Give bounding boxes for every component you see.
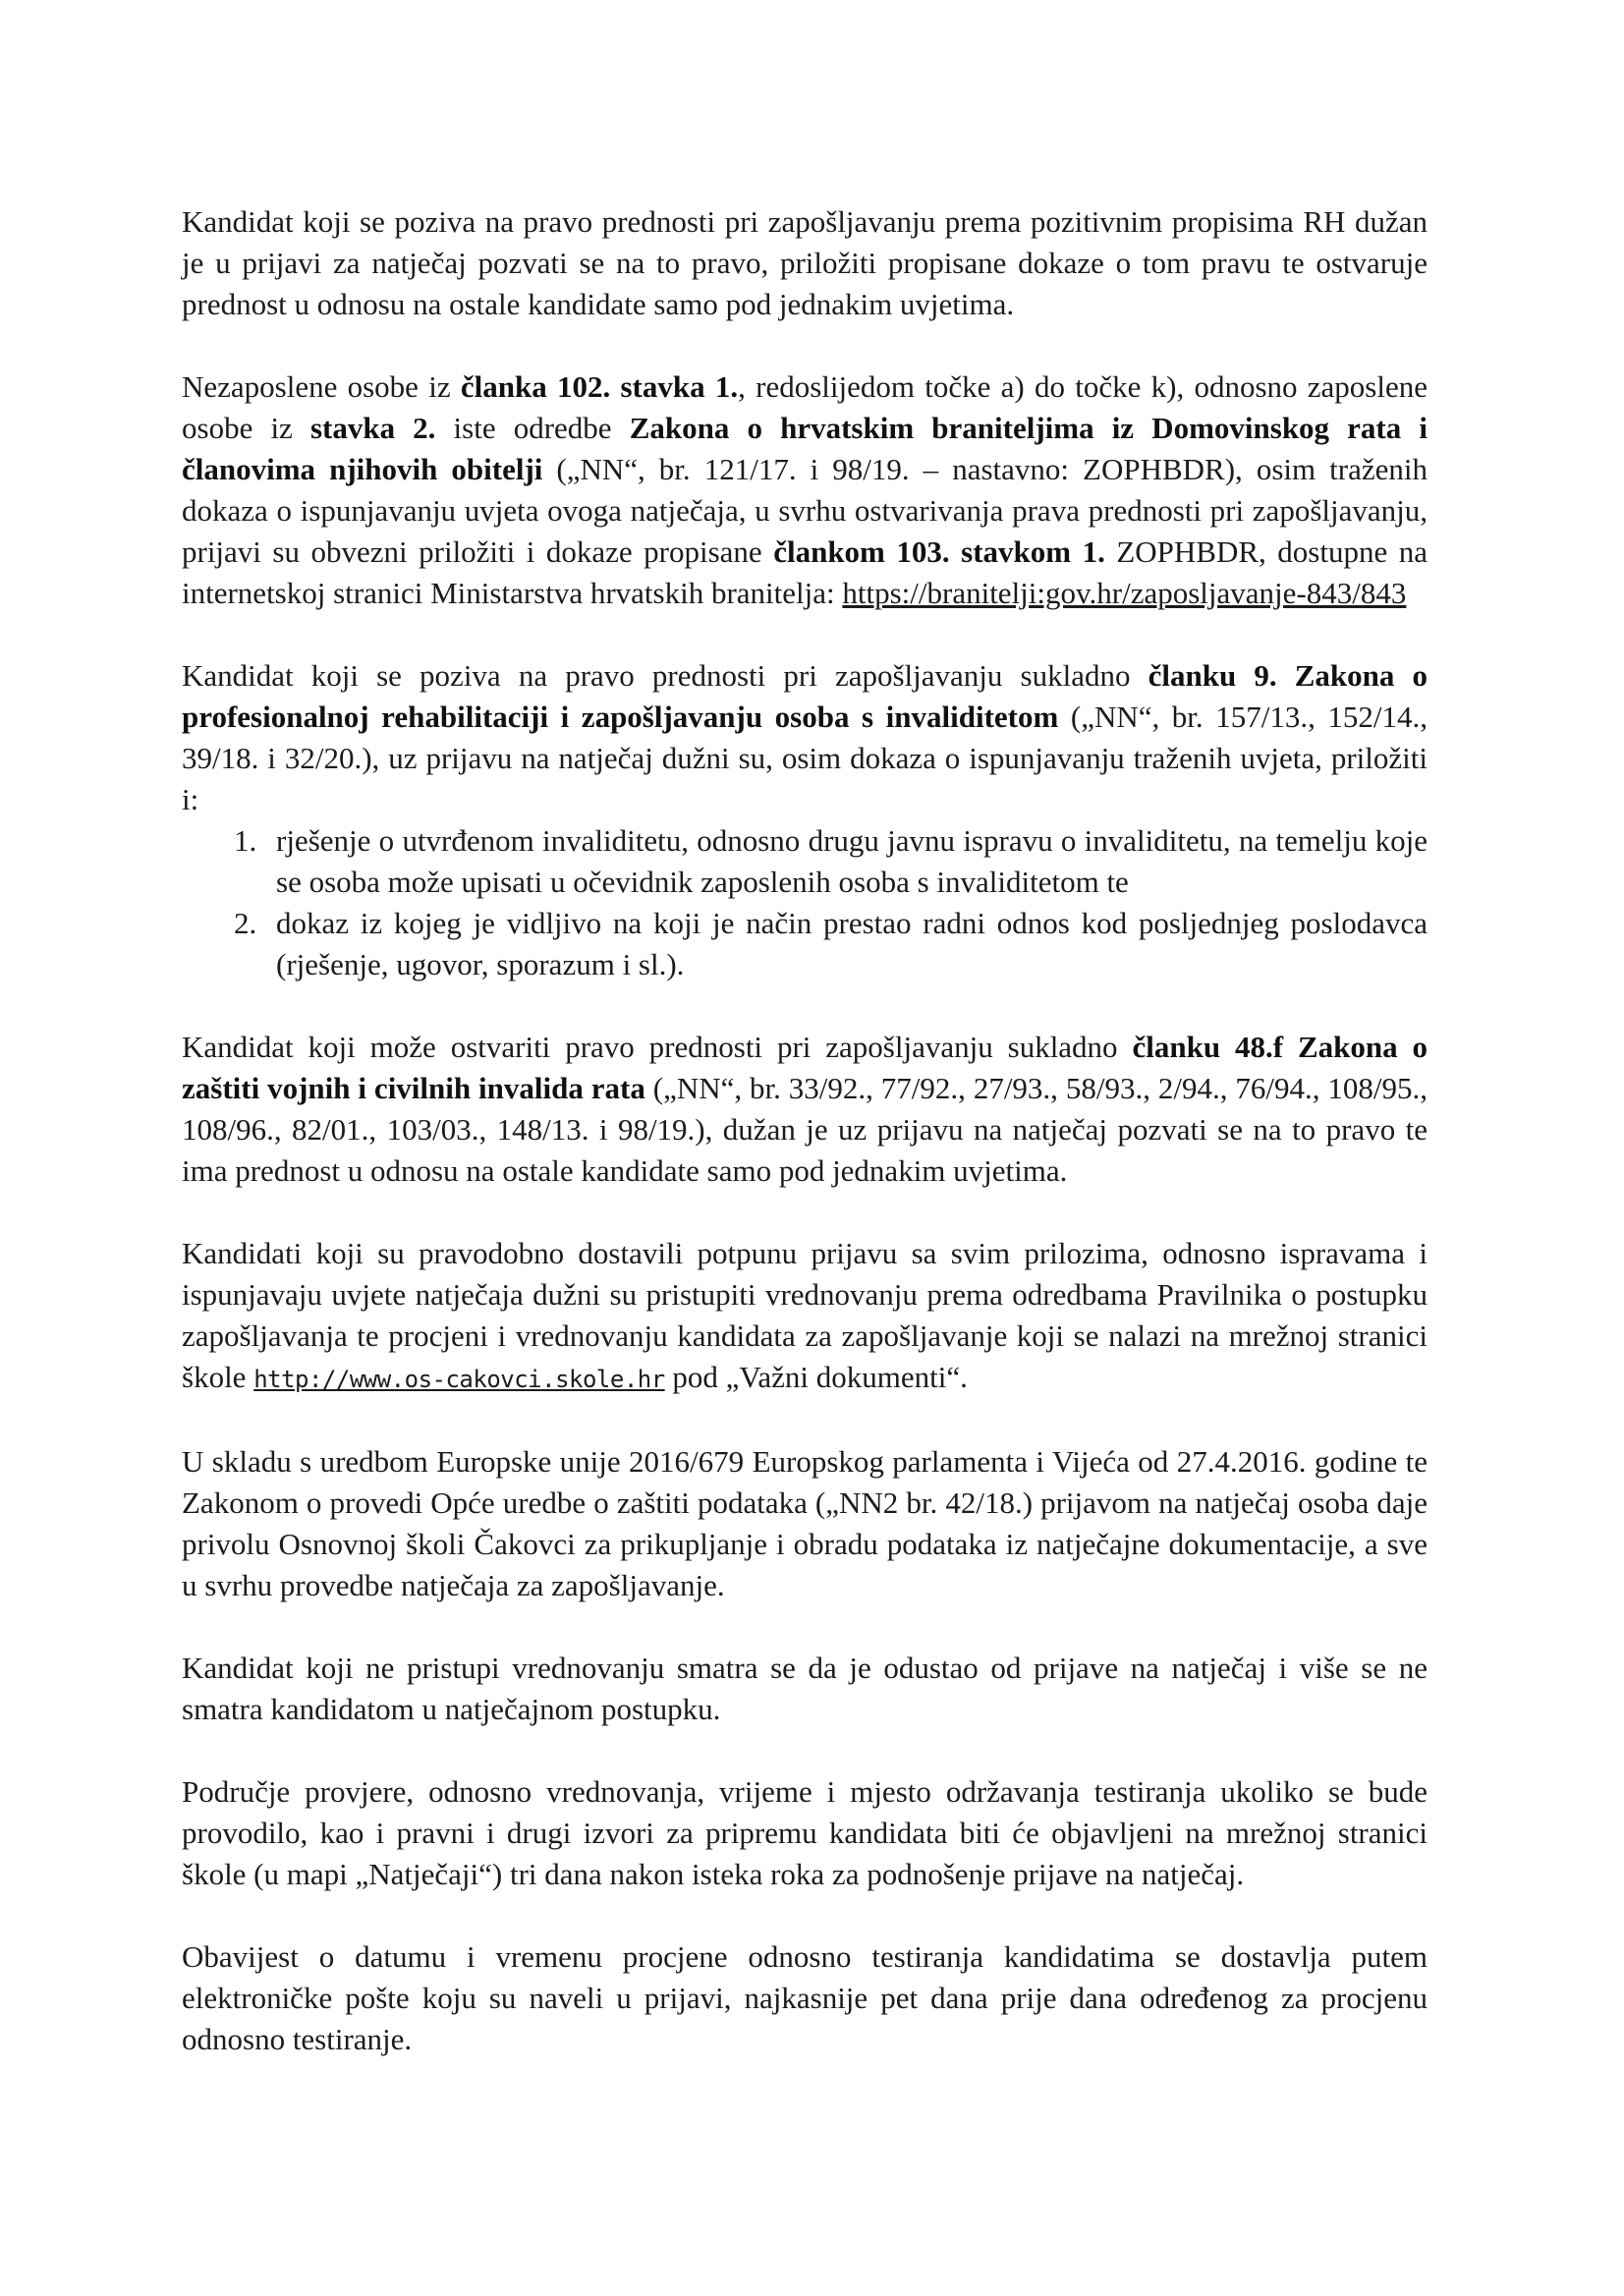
list-item-text: dokaz iz kojeg je vidljivo na koji je način prestao radni odnos kod posljednjeg poslodavca (rješenje, ugovor, sporazum i sl.). [276, 906, 1428, 981]
bold-law-title: članku 48.f Zakona o zaštiti vojnih i civilnih invalida rata [182, 1030, 1428, 1105]
document-page [182, 201, 1428, 2101]
required-documents-list [182, 820, 1428, 985]
school-website-link[interactable]: http://www.os-cakovci.skole.hr [253, 1366, 665, 1393]
text-run: („NN“, br. 157/13., 152/14., 39/18. i 32/20.), uz prijavu na natječaj dužni su, osim dokaza o ispunjavanju traženih uvjeta, priložiti i: [182, 700, 1428, 816]
paragraph-withdrawal [182, 1648, 1428, 1730]
list-number: 2. [234, 906, 257, 940]
paragraph-text: Obavijest o datumu i vremenu procjene odnosno testiranja kandidatima se dostavlja putem elektroničke pošte koju su naveli u prijavi, najkasnije pet dana prije dana određenog za procjenu odnosno testiranje. [182, 1939, 1428, 2056]
paragraph-veterans-law [182, 366, 1428, 614]
text-run: Nezaposlene osobe iz [182, 369, 461, 404]
paragraph-evaluation [182, 1233, 1428, 1400]
ministry-link[interactable]: https://branitelji:gov.hr/zaposljavanje-843/843 [842, 576, 1407, 610]
paragraph-text: U skladu s uredbom Europske unije 2016/679 Europskog parlamenta i Vijeća od 27.4.2016. godine te Zakonom o provedi Opće uredbe o zaštiti podataka („NN2 br. 42/18.) prijavom na natječaj osoba daje privolu Osnovnoj školi Čakovci za prikupljanje i obradu podataka iz natječajne dokumentacije, a sve u svrhu provedbe natječaja za zapošljavanje. [182, 1444, 1428, 1602]
paragraph-disability-law [182, 655, 1428, 985]
list-item [182, 820, 1428, 903]
bold-reference: člankom 103. stavkom 1. [773, 534, 1105, 569]
text-run: , redoslijedom točke a) do točke k), odnosno zaposlene osobe iz [182, 369, 1428, 445]
text-run: Kandidat koji može ostvariti pravo prednosti pri zapošljavanju sukladno [182, 1030, 1133, 1064]
text-run: Kandidati koji su pravodobno dostavili potpunu prijavu sa svim prilozima, odnosno ispravama i ispunjavaju uvjete natječaja dužni su pristupiti vrednovanju prema odredbama Pravilnika o postupku zapošljavanja te procjeni i vrednovanju kandidata za zapošljavanje koji se nalazi na mrežnoj stranici škole [182, 1236, 1428, 1394]
text-run: („NN“, br. 121/17. i 98/19. – nastavno: ZOPHBDR), osim traženih dokaza o ispunjavanju uvjeta ovoga natječaja, u svrhu ostvarivanja prava prednosti pri zapošljavanju, prijavi su obvezni priložiti i dokaze propisane [182, 452, 1428, 569]
bold-law-title: članku 9. Zakona o profesionalnoj rehabilitaciji i zapošljavanju osoba s invaliditetom [182, 658, 1428, 734]
text-run: pod „Važni dokumenti“. [664, 1360, 968, 1394]
paragraph-data-protection [182, 1441, 1428, 1606]
paragraph-notification [182, 1936, 1428, 2060]
paragraph-text: Kandidat koji ne pristupi vrednovanju smatra se da je odustao od prijave na natječaj i više se ne smatra kandidatom u natječajnom postupku. [182, 1651, 1428, 1726]
list-number: 1. [234, 823, 257, 858]
bold-reference: stavka 2. [309, 411, 436, 445]
paragraph-text: Kandidat koji se poziva na pravo prednosti pri zapošljavanju prema pozitivnim propisima RH dužan je u prijavi za natječaj pozvati se na to pravo, priložiti propisane dokaze o tom pravu te ostvaruje prednost u odnosu na ostale kandidate samo pod jednakim uvjetima. [182, 204, 1428, 321]
text-run: Kandidat koji se poziva na pravo prednosti pri zapošljavanju sukladno [182, 658, 1148, 693]
text-run: („NN“, br. 33/92., 77/92., 27/93., 58/93., 2/94., 76/94., 108/95., 108/96., 82/01., 103/03., 148/13. i 98/19.), dužan je uz prijavu na natječaj pozvati se na to pravo te ima prednost u odnosu na ostale kandidate samo pod jednakim uvjetima. [182, 1071, 1428, 1188]
bold-law-title: Zakona o hrvatskim braniteljima iz Domovinskog rata i članovima njihovih obitelji [182, 411, 1428, 486]
text-run: iste odredbe [435, 411, 630, 445]
paragraph-war-invalids-law [182, 1027, 1428, 1192]
paragraph-priority-rights [182, 201, 1428, 325]
list-item-text: rješenje o utvrđenom invaliditetu, odnosno drugu javnu ispravu o invaliditetu, na temelju koje se osoba može upisati u očevidnik zaposlenih osoba s invaliditetom te [276, 823, 1428, 899]
bold-reference: članka 102. stavka 1. [460, 369, 739, 404]
text-run: ZOPHBDR, dostupne na internetskoj stranici Ministarstva hrvatskih branitelja: [182, 534, 1428, 610]
paragraph-text: Područje provjere, odnosno vrednovanja, vrijeme i mjesto održavanja testiranja ukoliko se bude provodilo, kao i pravni i drugi izvori za pripremu kandidata biti će objavljeni na mrežnoj stranici škole (u mapi „Natječaji“) tri dana nakon isteka roka za podnošenje prijave na natječaj. [182, 1774, 1428, 1891]
paragraph-testing-area [182, 1771, 1428, 1895]
list-item [182, 903, 1428, 985]
